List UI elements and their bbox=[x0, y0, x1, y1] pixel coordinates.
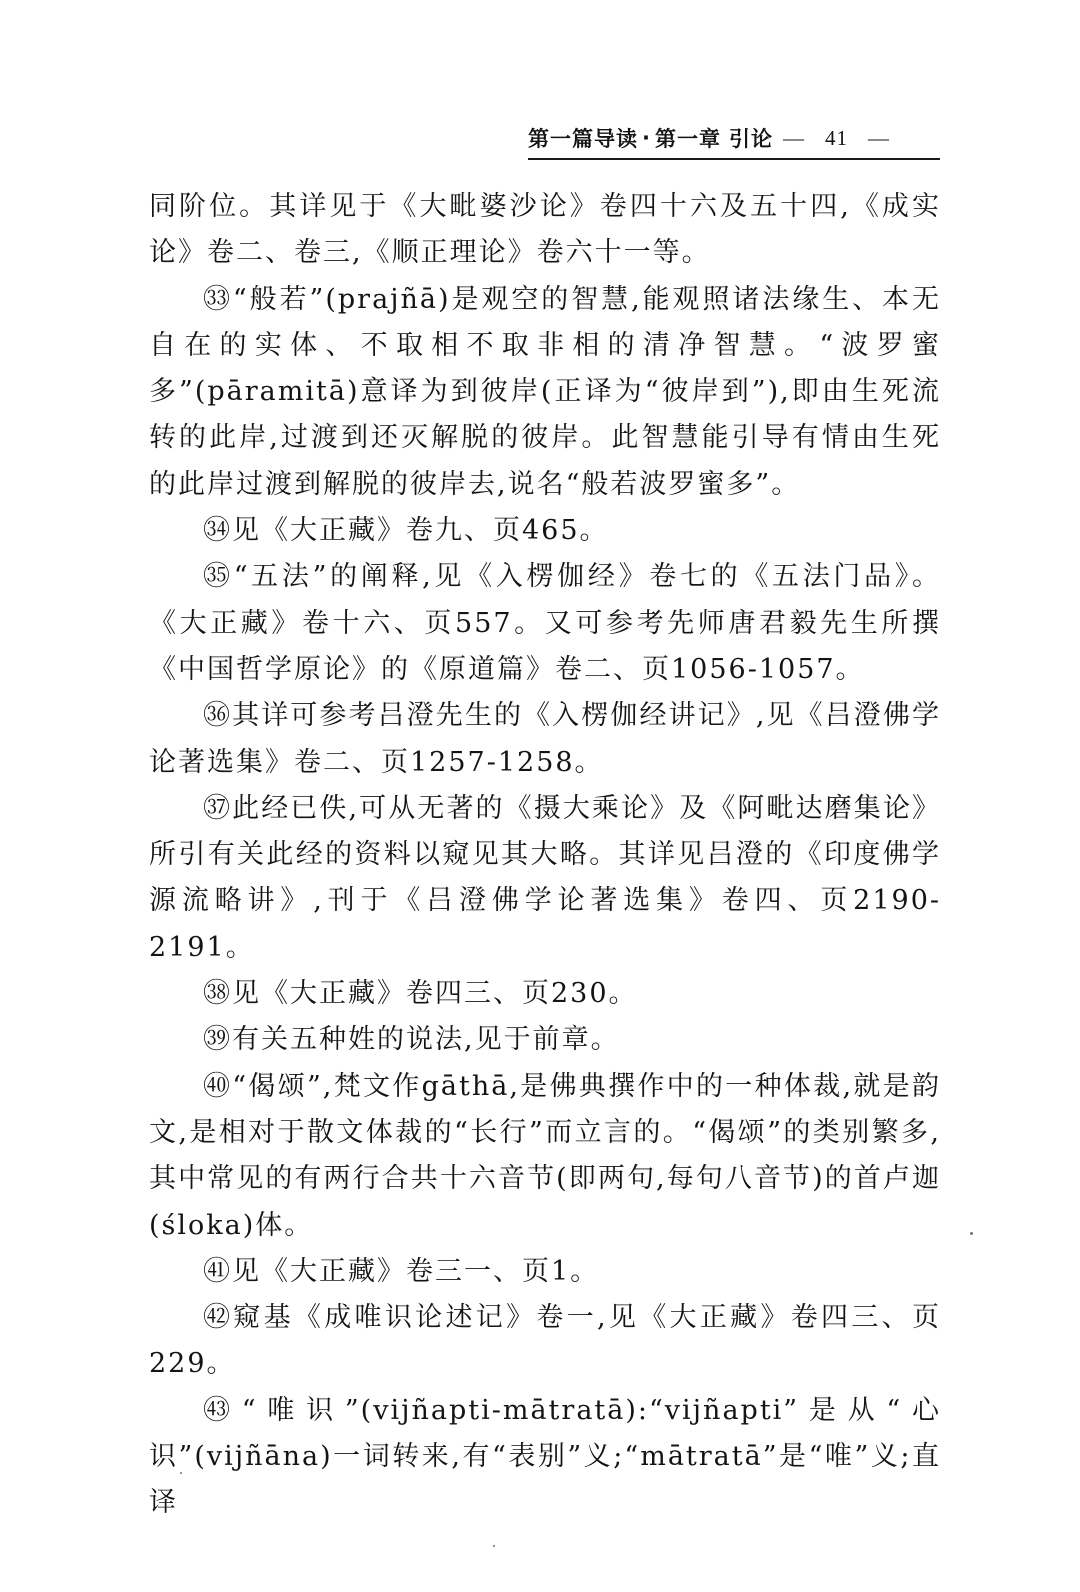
part-label: 第一篇 bbox=[528, 127, 594, 151]
scan-speck bbox=[970, 1232, 973, 1235]
running-header bbox=[528, 118, 940, 160]
note-34: ㉞见《大正藏》卷九、页465。 bbox=[203, 515, 609, 547]
note-38: ㊳见《大正藏》卷四三、页230。 bbox=[203, 978, 638, 1010]
chapter-label: 第一章 bbox=[654, 127, 721, 151]
part-title: 导读 bbox=[594, 127, 638, 151]
scan-speck bbox=[180, 1472, 182, 1474]
note-36: ㊱其详可参考吕澄先生的《入楞伽经讲记》,见《吕澄佛学论著选集》卷二、页1257-1258。 bbox=[149, 700, 941, 778]
note-42: ㊷窥基《成唯识论述记》卷一,见《大正藏》卷四三、页229。 bbox=[149, 1302, 941, 1380]
page-number: 41 bbox=[824, 125, 848, 150]
note-40: ㊵“偈颂”,梵文作gāthā,是佛典撰作中的一种体裁,就是韵文,是相对于散文体裁的“长行”而立言的。“偈颂”的类别繁多,其中常见的有两行合共十六音节(即两句,每句八音节)的首卢迦(śloka)体。 bbox=[149, 1070, 941, 1241]
scan-speck bbox=[493, 1545, 495, 1547]
header-dash-left: — bbox=[782, 125, 805, 150]
chapter-title: 引论 bbox=[728, 127, 773, 151]
page-body bbox=[149, 184, 941, 1527]
note-39: ㊴有关五种姓的说法,见于前章。 bbox=[203, 1024, 620, 1056]
note-35: ㉟“五法”的阐释,见《入楞伽经》卷七的《五法门品》。《大正藏》卷十六、页557。又可参考先师唐君毅先生所撰《中国哲学原论》的《原道篇》卷二、页1056-1057。 bbox=[149, 561, 941, 685]
header-dot: · bbox=[642, 126, 651, 150]
note-43: ㊸“唯识”(vijñapti-mātratā):“vijñapti”是从“心识”(vijñāna)一词转来,有“表别”义;“mātratā”是“唯”义;直译 bbox=[149, 1394, 941, 1519]
note-37: ㊲此经已佚,可从无著的《摄大乘论》及《阿毗达磨集论》所引有关此经的资料以窥见其大略。其详见吕澄的《印度佛学源流略讲》,刊于《吕澄佛学论著选集》卷四、页2190-2191。 bbox=[149, 792, 941, 963]
note-33: ㉝“般若”(prajñā)是观空的智慧,能观照诸法缘生、本无自在的实体、不取相不取非相的清净智慧。“波罗蜜多”(pāramitā)意译为到彼岸(正译为“彼岸到”),即由生死流转的此岸,过渡到还灭解脱的彼岸。此智慧能引导有情由生死的此岸过渡到解脱的彼岸去,说名“般若波罗蜜多”。 bbox=[149, 283, 941, 500]
note-41: ㊶见《大正藏》卷三一、页1。 bbox=[203, 1255, 600, 1287]
header-dash-right: — bbox=[867, 125, 890, 150]
paragraph-continued: 同阶位。其详见于《大毗婆沙论》卷四十六及五十四,《成实论》卷二、卷三,《顺正理论》卷六十一等。 bbox=[149, 191, 941, 269]
